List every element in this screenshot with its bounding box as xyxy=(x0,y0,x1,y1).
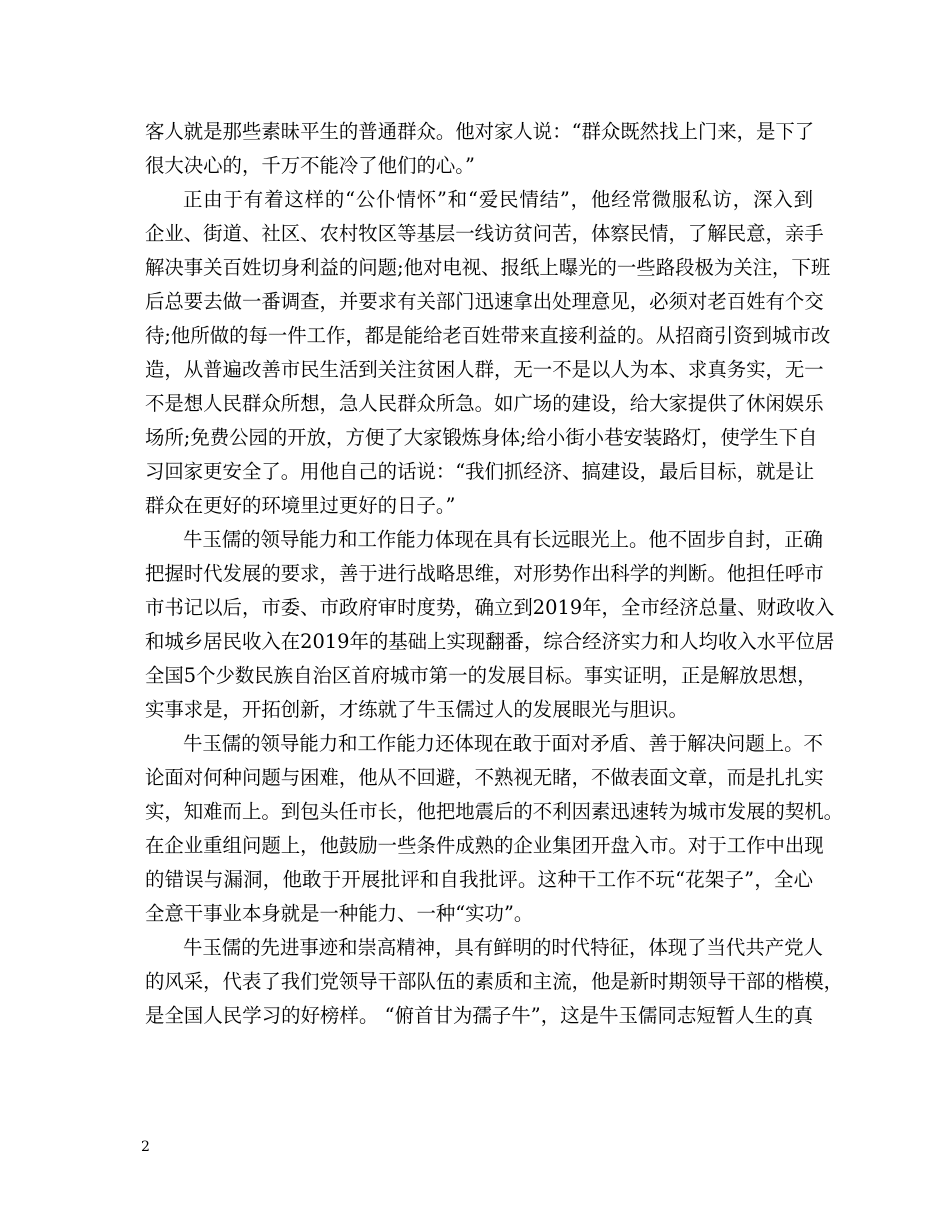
text-line: 的风采，代表了我们党领导干部队伍的素质和主流，他是新时期领导干部的楷模， xyxy=(145,970,844,993)
text-line: 场所;免费公园的开放，方便了大家锻炼身体;给小街小巷安装路灯，使学生下自 xyxy=(145,426,818,449)
text-line: 全意干事业本身就是一种能力、一种“实功”。 xyxy=(145,902,534,925)
text-line: 正由于有着这样的“公仆情怀”和“爱民情结”，他经常微服私访，深入到 xyxy=(183,188,813,211)
text-line: 习回家更安全了。用他自己的话说：“我们抓经济、搞建设，最后目标，就是让 xyxy=(145,460,815,483)
text-line: 牛玉儒的先进事迹和崇高精神，具有鲜明的时代特征，体现了当代共产党人 xyxy=(183,936,823,959)
text-line: 全国5个少数民族自治区首府城市第一的发展目标。事实证明，正是解放思想， xyxy=(145,664,817,687)
text-line: 企业、街道、社区、农村牧区等基层一线访贫问苦，体察民情，了解民意，亲手 xyxy=(145,222,824,245)
text-line: 市书记以后，市委、市政府审时度势，确立到2019年，全市经济总量、财政收入 xyxy=(145,596,835,619)
text-line: 和城乡居民收入在2019年的基础上实现翻番，综合经济实力和人均收入水平位居 xyxy=(145,630,835,653)
text-line: 实，知难而上。到包头任市长，他把地震后的不利因素迅速转为城市发展的契机。 xyxy=(145,800,844,823)
text-line: 解决事关百姓切身利益的问题;他对电视、报纸上曝光的一些路段极为关注，下班 xyxy=(145,256,831,279)
text-line: 待;他所做的每一件工作，都是能给老百姓带来直接利益的。从招商引资到城市改 xyxy=(145,324,831,347)
text-line: 后总要去做一番调查，并要求有关部门迅速拿出处理意见，必须对老百姓有个交 xyxy=(145,290,824,313)
text-line: 群众在更好的环境里过更好的日子。” xyxy=(145,494,456,517)
text-line: 论面对何种问题与困难，他从不回避，不熟视无睹，不做表面文章，而是扎扎实 xyxy=(145,766,824,789)
text-line: 造，从普遍改善市民生活到关注贫困人群，无一不是以人为本、求真务实，无一 xyxy=(145,358,824,381)
text-line: 把握时代发展的要求，善于进行战略思维，对形势作出科学的判断。他担任呼市 xyxy=(145,562,824,585)
text-line: 是全国人民学习的好榜样。 “俯首甘为孺子牛”，这是牛玉儒同志短暂人生的真 xyxy=(145,1004,813,1027)
text-line: 牛玉儒的领导能力和工作能力还体现在敢于面对矛盾、善于解决问题上。不 xyxy=(183,732,823,755)
text-line: 牛玉儒的领导能力和工作能力体现在具有长远眼光上。他不固步自封，正确 xyxy=(183,528,823,551)
text-line: 很大决心的，千万不能冷了他们的心。” xyxy=(145,154,475,177)
page-number: 2 xyxy=(141,1139,150,1155)
text-line: 客人就是那些素昧平生的普通群众。他对家人说：“群众既然找上门来，是下了 xyxy=(145,120,815,143)
text-line: 的错误与漏洞，他敢于开展批评和自我批评。这种干工作不玩“花架子”，全心 xyxy=(145,868,813,891)
text-line: 不是想人民群众所想，急人民群众所急。如广场的建设，给大家提供了休闲娱乐 xyxy=(145,392,824,415)
text-line: 在企业重组问题上，他鼓励一些条件成熟的企业集团开盘入市。对于工作中出现 xyxy=(145,834,824,857)
text-line: 实事求是，开拓创新，才练就了牛玉儒过人的发展眼光与胆识。 xyxy=(145,698,688,721)
